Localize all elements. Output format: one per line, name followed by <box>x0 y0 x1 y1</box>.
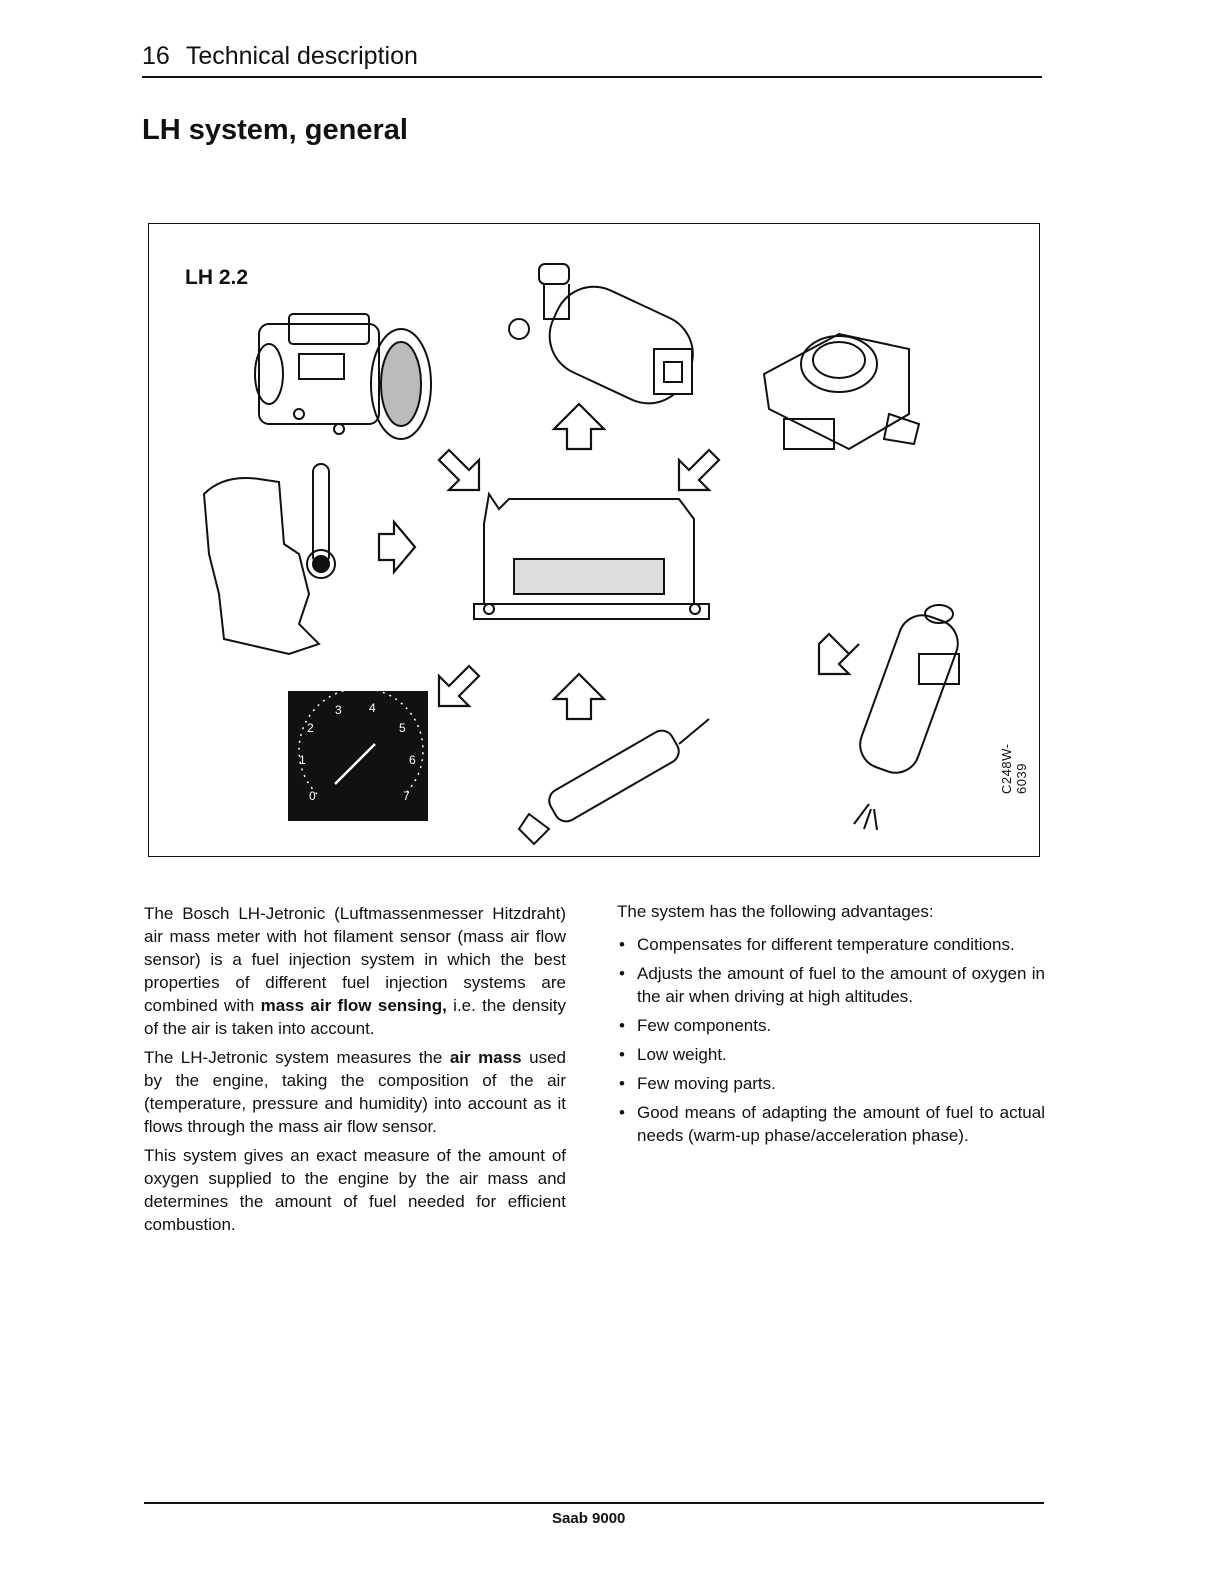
page-header <box>142 40 1042 78</box>
advantages-list <box>617 933 1045 1147</box>
text-run: The LH-Jetronic system measures the <box>144 1048 450 1067</box>
lh-system-figure <box>148 223 1040 857</box>
tacho-number: 6 <box>409 753 416 767</box>
bold-term: mass air flow sensing, <box>260 996 447 1015</box>
tacho-number: 5 <box>399 721 406 735</box>
bullet-icon: • <box>619 1045 625 1064</box>
list-item <box>617 1101 1045 1147</box>
text-run: i.e. the density of the air is taken into account. <box>144 996 567 1038</box>
bullet-icon: • <box>619 935 625 954</box>
tacho-number: 7 <box>403 789 410 803</box>
list-item <box>617 962 1045 1008</box>
tacho-number: 1 <box>299 753 306 767</box>
figure-label: LH 2.2 <box>185 266 249 289</box>
list-item <box>617 1014 1045 1037</box>
bold-term: air mass <box>449 1048 522 1067</box>
right-column <box>617 900 1045 1153</box>
list-item <box>617 1043 1045 1066</box>
footer-text: Saab 9000 <box>552 1510 626 1527</box>
figure-diagram <box>149 224 1041 858</box>
list-item-text: Good means of adapting the amount of fuel to actual needs (warm-up phase/acceleration phase). <box>637 1103 1045 1145</box>
figure-code: C248W-6039 <box>999 743 1029 794</box>
page-number: 16 <box>142 42 170 70</box>
bullet-icon: • <box>619 964 625 983</box>
tacho-number: 4 <box>369 701 376 715</box>
list-item-text: Adjusts the amount of fuel to the amount of oxygen in the air when driving at high altitudes. <box>637 964 1045 1006</box>
text-run: used by the engine, taking the composition of the air (temperature, pressure and humidity) into account as it flows through the mass air flow sensor. <box>144 1048 566 1136</box>
idle-air-valve-icon <box>509 264 706 416</box>
list-item-text: Compensates for different temperature conditions. <box>637 935 1015 954</box>
paragraph-2 <box>144 1046 566 1138</box>
bullet-icon: • <box>619 1074 625 1093</box>
control-unit-icon <box>474 494 709 619</box>
list-item <box>617 933 1045 956</box>
advantages-intro: The system has the following advantages: <box>617 902 934 921</box>
throttle-switch-icon <box>764 334 919 449</box>
footer-rule <box>144 1502 1044 1504</box>
text-run: The Bosch LH-Jetronic (Luftmassenmesser Hitzdraht) air mass meter with hot filament sensor (mass air flow sensor) is a fuel injection system in which the best properties of different fuel injection systems are combined with <box>144 904 566 1015</box>
tacho-number: 3 <box>335 703 342 717</box>
lambda-sensor-icon <box>519 719 709 844</box>
tacho-number: 0 <box>309 789 316 803</box>
paragraph-3: This system gives an exact measure of the amount of oxygen supplied to the engine by the air mass and determines the amount of fuel needed for efficient combustion. <box>144 1146 566 1234</box>
paragraph-1 <box>144 902 566 1040</box>
list-item-text: Low weight. <box>637 1045 727 1064</box>
air-mass-meter-icon <box>255 314 431 439</box>
bullet-icon: • <box>619 1016 625 1035</box>
left-column <box>144 902 566 1242</box>
list-item-text: Few components. <box>637 1016 772 1035</box>
tacho-number: 2 <box>307 721 314 735</box>
section-title: Technical description <box>185 42 418 70</box>
bullet-icon: • <box>619 1103 625 1122</box>
fuel-injector-icon <box>853 605 964 830</box>
engine-block-icon <box>204 464 335 654</box>
page-title: LH system, general <box>142 114 408 146</box>
list-item <box>617 1072 1045 1095</box>
list-item-text: Few moving parts. <box>637 1074 776 1093</box>
